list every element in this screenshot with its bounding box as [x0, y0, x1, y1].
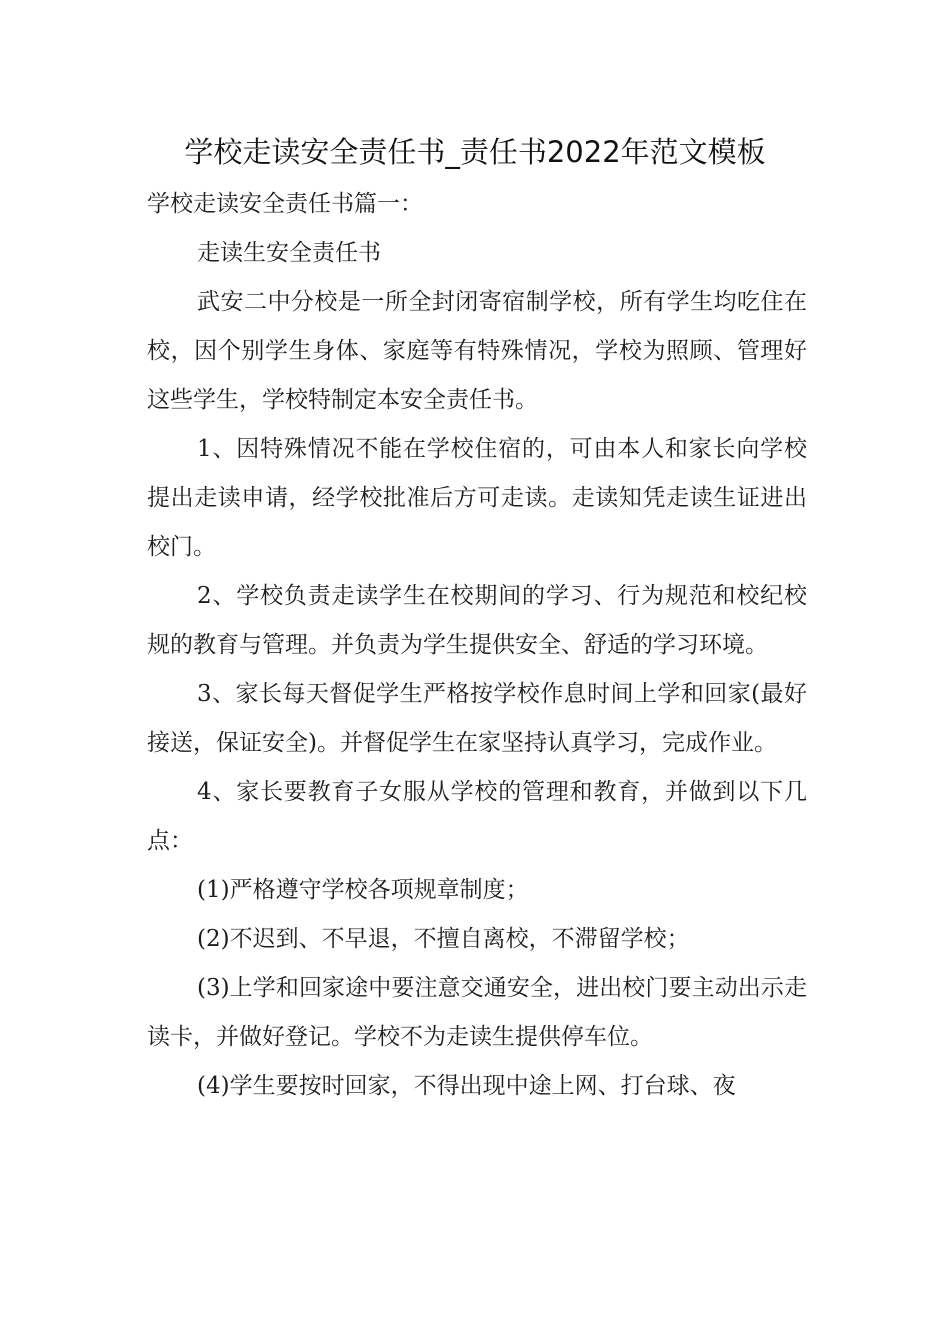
sub-item-2: (2)不迟到、不早退，不擅自离校，不滞留学校； [197, 926, 690, 952]
paragraph-intro: 武安二中分校是一所全封闭寄宿制学校，所有学生均吃住在校，因个别学生身体、家庭等有特殊情况，学校为照顾、管理好这些学生，学校特制定本安全责任书。 [147, 289, 807, 413]
paragraph-item-2: 2、学校负责走读学生在校期间的学习、行为规范和校纪校规的教育与管理。并负责为学生提供安全、舒适的学习环境。 [147, 583, 807, 658]
paragraph-item-1: 1、因特殊情况不能在学校住宿的，可由本人和家长向学校提出走读申请，经学校批准后方可走读。走读知凭走读生证进出校门。 [147, 436, 807, 560]
sub-item-1: (1)严格遵守学校各项规章制度； [197, 877, 529, 903]
subtitle: 走读生安全责任书 [197, 240, 381, 266]
document-title: 学校走读安全责任书_责任书2022年范文模板 [184, 135, 766, 169]
section-heading: 学校走读安全责任书篇一： [147, 191, 423, 217]
paragraph-item-4: 4、家长要教育子女服从学校的管理和教育，并做到以下几点： [147, 779, 807, 854]
sub-item-4: (4)学生要按时回家，不得出现中途上网、打台球、夜 [197, 1073, 736, 1099]
sub-item-3: (3)上学和回家途中要注意交通安全，进出校门要主动出示走读卡，并做好登记。学校不为走读生提供停车位。 [147, 975, 807, 1050]
paragraph-item-3: 3、家长每天督促学生严格按学校作息时间上学和回家(最好接送，保证安全)。并督促学生在家坚持认真学习，完成作业。 [147, 681, 807, 756]
document-body [147, 180, 807, 1111]
